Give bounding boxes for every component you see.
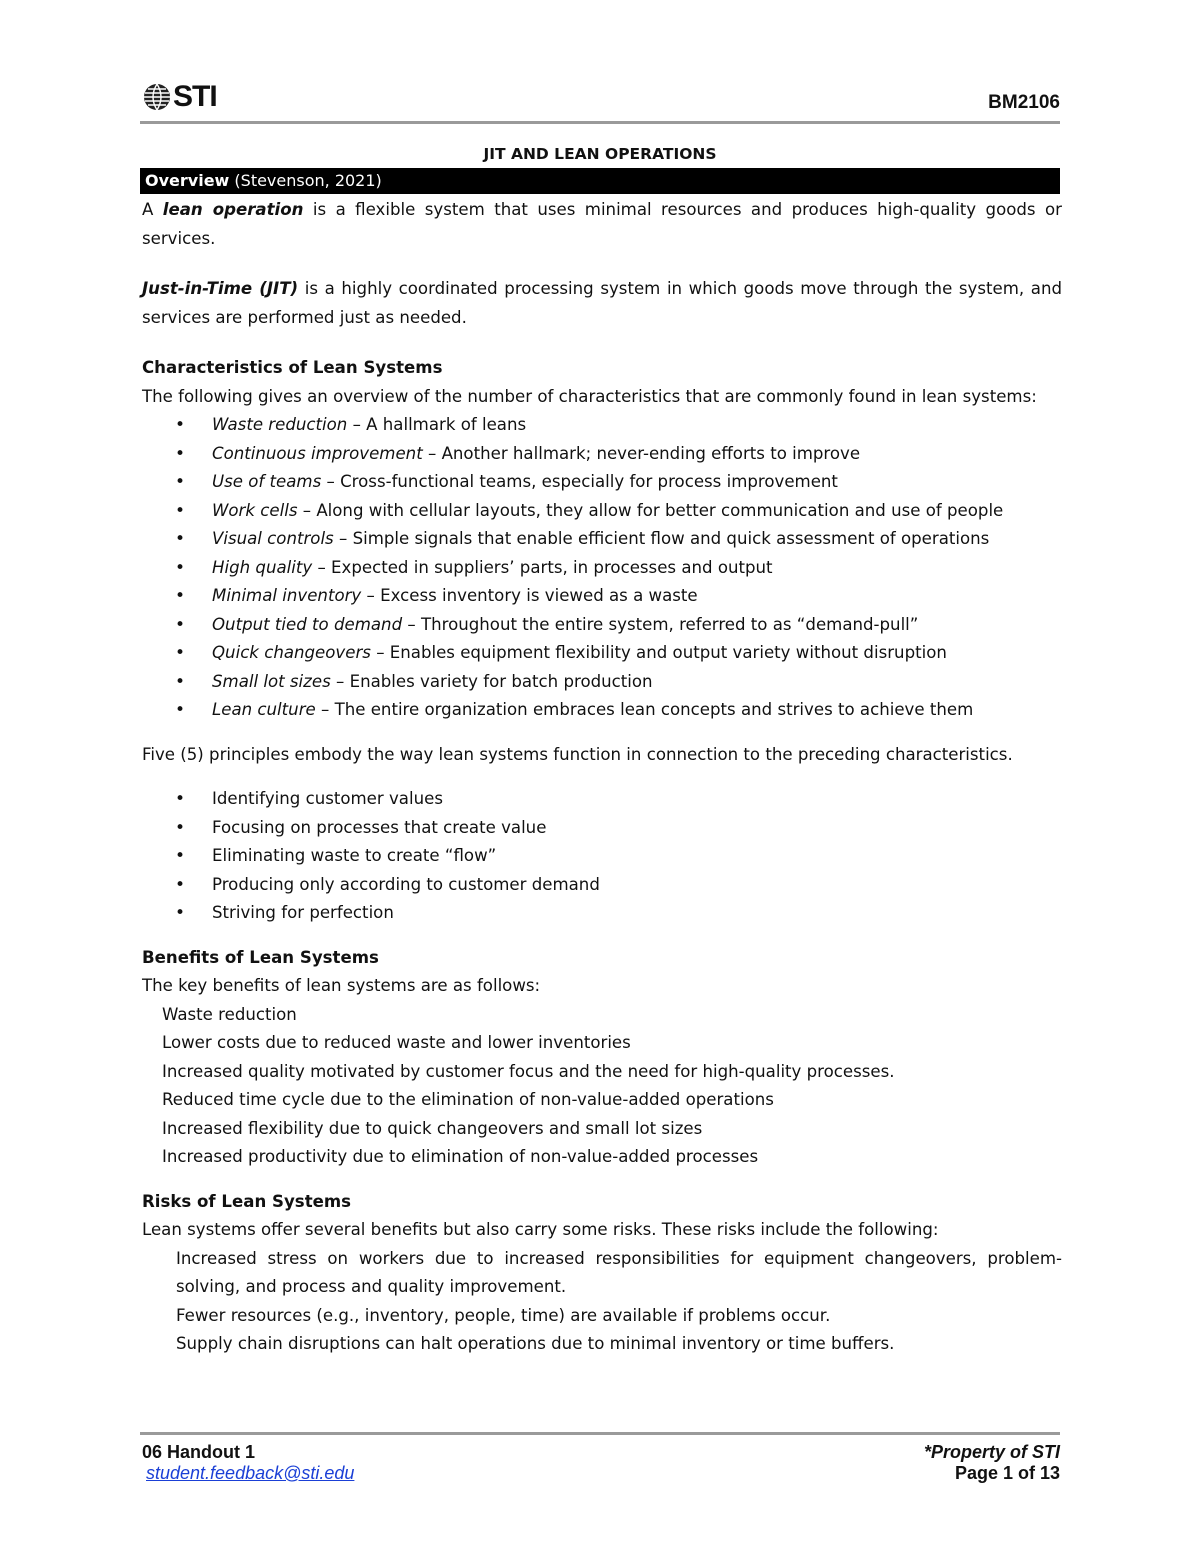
footer-divider bbox=[140, 1432, 1060, 1435]
list-item bbox=[142, 611, 1062, 640]
overview-citation: (Stevenson, 2021) bbox=[229, 171, 382, 190]
benefits-intro: The key benefits of lean systems are as follows: bbox=[142, 976, 541, 995]
sti-logo bbox=[142, 82, 217, 112]
list-item bbox=[142, 639, 1062, 668]
list-item bbox=[142, 554, 1062, 583]
document-title: JIT AND LEAN OPERATIONS bbox=[483, 145, 717, 163]
list-item: Reduced time cycle due to the elimination of non-value-added operations bbox=[162, 1090, 774, 1109]
logo-text: STI bbox=[173, 80, 217, 113]
principles-intro: Five (5) principles embody the way lean systems function in connection to the preceding characteristics. bbox=[142, 744, 1013, 764]
item-term: Quick changeovers bbox=[212, 643, 371, 662]
list-item: • Focusing on processes that create value bbox=[142, 814, 1062, 843]
item-term: High quality bbox=[212, 557, 313, 577]
list-item: Increased quality motivated by customer focus and the need for high-quality processes. bbox=[162, 1061, 895, 1081]
benefits-heading: Benefits of Lean Systems bbox=[142, 947, 379, 967]
item-desc: – Enables variety for batch production bbox=[330, 671, 653, 691]
text-a: A bbox=[142, 200, 163, 219]
list-item bbox=[142, 497, 1062, 526]
item-desc: – Simple signals that enable efficient flow and quick assessment of operations bbox=[333, 529, 990, 548]
item-desc: – A hallmark of leans bbox=[347, 415, 527, 434]
item-term: Visual controls bbox=[212, 529, 334, 548]
overview-bar bbox=[140, 168, 1060, 194]
course-code: BM2106 bbox=[988, 92, 1060, 113]
list-item: Increased flexibility due to quick changeovers and small lot sizes bbox=[162, 1118, 703, 1138]
list-item bbox=[142, 668, 1062, 697]
item-desc: – Excess inventory is viewed as a waste bbox=[361, 586, 698, 605]
item-term: Minimal inventory bbox=[212, 586, 362, 605]
list-item bbox=[142, 582, 1062, 611]
list-item: • Identifying customer values bbox=[142, 785, 1062, 814]
list-item bbox=[142, 696, 1062, 725]
item-term: Small lot sizes bbox=[212, 671, 331, 691]
list-item: • Eliminating waste to create “flow” bbox=[142, 842, 1062, 871]
item-term: Continuous improvement bbox=[212, 443, 423, 463]
item-desc: – Along with cellular layouts, they allow for better communication and use of people bbox=[297, 500, 1004, 520]
item-desc: – Enables equipment flexibility and output variety without disruption bbox=[370, 643, 947, 662]
risks-heading: Risks of Lean Systems bbox=[142, 1191, 352, 1211]
item-term: Waste reduction bbox=[212, 415, 348, 434]
item-desc: – Throughout the entire system, referred to as “demand-pull” bbox=[402, 614, 919, 634]
list-item: • Producing only according to customer demand bbox=[142, 871, 1062, 900]
page-number: Page 1 of 13 bbox=[954, 1463, 1060, 1483]
document-body bbox=[142, 196, 1062, 1359]
item-term: Use of teams bbox=[212, 472, 322, 491]
lean-operation-definition: is a flexible system that uses minimal resources and produces high-quality goods or services. bbox=[142, 200, 1062, 248]
risks-list bbox=[142, 1245, 1062, 1359]
lean-operation-paragraph bbox=[142, 196, 1062, 253]
benefits-list bbox=[142, 1001, 1062, 1172]
list-item bbox=[142, 411, 1062, 440]
characteristics-list bbox=[142, 411, 1062, 725]
item-desc: – Cross-functional teams, especially for process improvement bbox=[321, 472, 838, 491]
jit-paragraph bbox=[142, 275, 1062, 332]
characteristics-intro: The following gives an overview of the number of characteristics that are commonly found in lean systems: bbox=[142, 386, 1037, 406]
principles-list bbox=[142, 785, 1062, 928]
handout-label: 06 Handout 1 bbox=[142, 1442, 256, 1462]
list-item: Increased productivity due to elimination of non-value-added processes bbox=[162, 1147, 759, 1166]
property-label: *Property of STI bbox=[923, 1442, 1060, 1462]
list-item: Fewer resources (e.g., inventory, people, time) are available if problems occur. bbox=[176, 1305, 831, 1325]
list-item bbox=[142, 468, 1062, 497]
characteristics-heading: Characteristics of Lean Systems bbox=[142, 358, 443, 377]
item-term: Work cells bbox=[212, 500, 298, 520]
overview-label: Overview bbox=[145, 171, 230, 190]
list-item bbox=[142, 525, 1062, 554]
list-item: Lower costs due to reduced waste and lower inventories bbox=[162, 1033, 631, 1052]
list-item bbox=[142, 440, 1062, 469]
item-desc: – Expected in suppliers’ parts, in processes and output bbox=[312, 557, 773, 577]
jit-term: Just-in-Time (JIT) bbox=[142, 279, 299, 298]
list-item: Supply chain disruptions can halt operations due to minimal inventory or time buffers. bbox=[176, 1334, 895, 1353]
item-term: Lean culture bbox=[212, 700, 316, 719]
list-item: Waste reduction bbox=[162, 1004, 297, 1024]
jit-definition: is a highly coordinated processing system in which goods move through the system, and services are performed just as needed. bbox=[142, 279, 1062, 327]
risks-intro: Lean systems offer several benefits but also carry some risks. These risks include the following: bbox=[142, 1220, 939, 1239]
header-divider bbox=[140, 121, 1060, 124]
globe-logo-icon bbox=[142, 82, 172, 112]
item-desc: – The entire organization embraces lean concepts and strives to achieve them bbox=[315, 700, 974, 719]
list-item: Increased stress on workers due to increased responsibilities for equipment changeovers, problem-solving, and process and quality improvement. bbox=[176, 1248, 1062, 1296]
feedback-email-link[interactable]: student.feedback@sti.edu bbox=[146, 1463, 355, 1483]
item-term: Output tied to demand bbox=[212, 614, 403, 634]
lean-operation-term: lean operation bbox=[162, 200, 304, 219]
list-item: • Striving for perfection bbox=[142, 899, 1062, 928]
item-desc: – Another hallmark; never-ending efforts to improve bbox=[422, 443, 861, 463]
